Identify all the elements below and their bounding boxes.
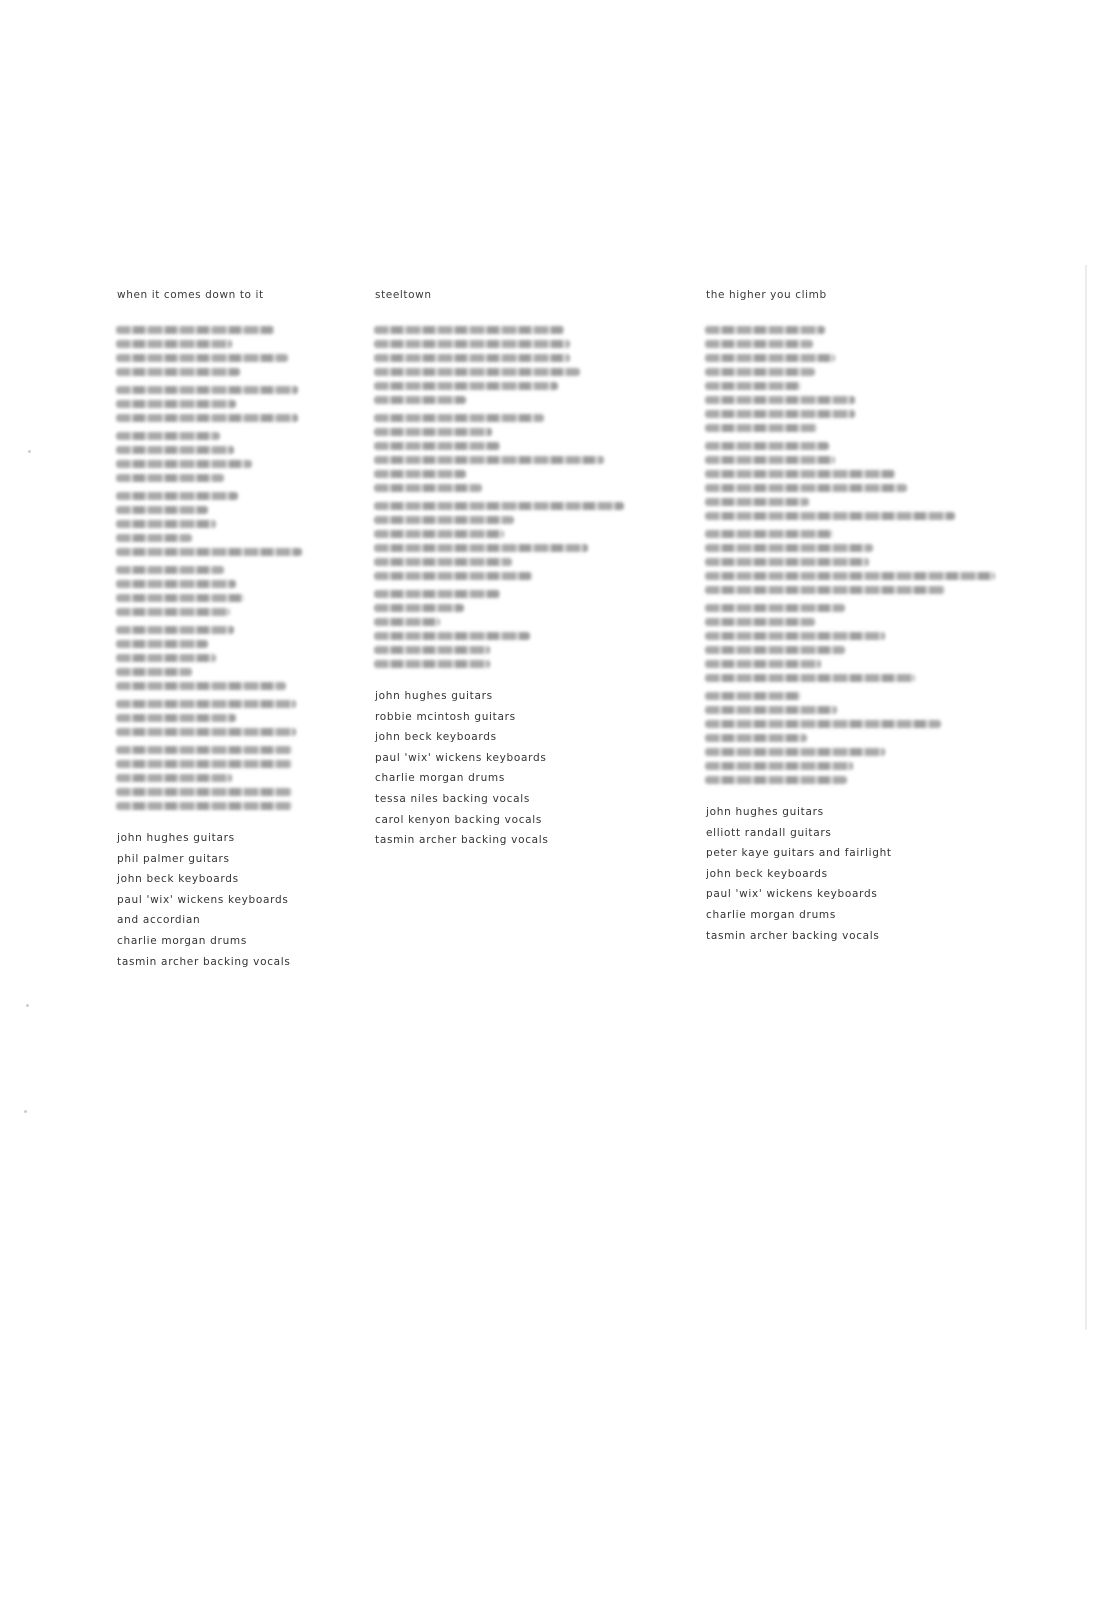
dust-speck	[28, 450, 31, 453]
credit-line: paul 'wix' wickens keyboards	[706, 888, 878, 901]
credit-line: elliott randall guitars	[706, 826, 832, 839]
redacted-lyric-line	[374, 646, 490, 654]
redacted-stanza	[706, 530, 1026, 594]
redacted-lyric-line	[116, 608, 230, 616]
redacted-lyric-line	[374, 340, 570, 348]
credit-line: john beck keyboards	[706, 867, 828, 880]
song-title: the higher you climb	[706, 289, 827, 301]
redacted-stanza	[117, 386, 337, 422]
redacted-lyric-line	[116, 746, 292, 754]
redacted-lyric-line	[374, 428, 492, 436]
redacted-lyric-line	[705, 572, 995, 580]
redacted-lyric-line	[116, 700, 296, 708]
redacted-lyric-line	[116, 654, 216, 662]
credit-line: charlie morgan drums	[117, 934, 248, 947]
redacted-lyric-line	[116, 580, 236, 588]
credit-line: tasmin archer backing vocals	[117, 955, 291, 968]
credit-line: charlie morgan drums	[706, 908, 837, 921]
credit-line: carol kenyon backing vocals	[375, 813, 543, 826]
credit-line: tasmin archer backing vocals	[375, 834, 549, 847]
redacted-lyric-line	[374, 558, 512, 566]
redacted-lyric-line	[374, 470, 466, 478]
redacted-lyric-line	[374, 326, 564, 334]
credit-line: phil palmer guitars	[117, 852, 230, 865]
credit-line: robbie mcintosh guitars	[375, 710, 516, 723]
redacted-lyric-line	[705, 558, 869, 566]
redacted-lyric-line	[116, 802, 292, 810]
redacted-lyric-line	[116, 774, 232, 782]
redacted-lyric-line	[705, 674, 915, 682]
redacted-lyric-line	[374, 382, 558, 390]
redacted-lyric-line	[116, 368, 240, 376]
redacted-lyric-line	[116, 668, 192, 676]
credit-line: john hughes guitars	[706, 806, 824, 818]
redacted-lyric-line	[705, 340, 813, 348]
redacted-stanza	[117, 326, 337, 376]
redacted-lyric-line	[116, 340, 232, 348]
redacted-lyric-line	[116, 566, 224, 574]
redacted-lyric-line	[705, 442, 829, 450]
redacted-lyric-line	[705, 382, 801, 390]
song-column-the-higher-you-climb	[706, 288, 1026, 946]
credit-line: john hughes guitars	[117, 832, 235, 844]
redacted-lyric-line	[705, 692, 801, 700]
redacted-stanza	[117, 746, 337, 810]
redacted-lyric-line	[116, 446, 234, 454]
redacted-lyric-line	[374, 442, 500, 450]
song-column-when-it-comes-down-to-it	[117, 288, 337, 972]
redacted-lyric-line	[705, 586, 945, 594]
redacted-lyric-line	[374, 572, 532, 580]
redacted-lyric-line	[116, 728, 296, 736]
redacted-lyric-line	[705, 706, 837, 714]
redacted-lyric-line	[374, 660, 490, 668]
credit-line: paul 'wix' wickens keyboards	[375, 751, 547, 764]
credit-line: john hughes guitars	[375, 690, 493, 702]
redacted-stanza	[375, 414, 655, 492]
redacted-lyric-line	[116, 760, 292, 768]
credit-line: and accordian	[117, 914, 201, 927]
redacted-lyric-line	[374, 604, 464, 612]
redacted-lyric-line	[705, 396, 855, 404]
redacted-lyric-line	[374, 484, 482, 492]
redacted-lyric-line	[705, 530, 833, 538]
redacted-lyric-line	[116, 788, 292, 796]
redacted-lyric-line	[705, 424, 817, 432]
redacted-stanza	[706, 604, 1026, 682]
redacted-lyric-line	[116, 506, 208, 514]
redacted-lyric-line	[705, 544, 873, 552]
redacted-lyrics	[706, 326, 1026, 784]
song-title: steeltown	[375, 289, 432, 301]
redacted-lyric-line	[116, 682, 286, 690]
redacted-lyric-line	[374, 544, 588, 552]
redacted-lyric-line	[374, 414, 544, 422]
credit-line: peter kaye guitars and fairlight	[706, 847, 892, 860]
redacted-stanza	[117, 432, 337, 482]
redacted-stanza	[706, 326, 1026, 432]
redacted-stanza	[706, 692, 1026, 784]
redacted-lyric-line	[374, 530, 504, 538]
redacted-lyric-line	[116, 386, 298, 394]
redacted-lyric-line	[374, 502, 624, 510]
redacted-lyric-line	[116, 354, 288, 362]
redacted-lyric-line	[705, 484, 907, 492]
redacted-lyric-line	[116, 594, 244, 602]
credit-line: paul 'wix' wickens keyboards	[117, 893, 289, 906]
credit-line: tasmin archer backing vocals	[706, 929, 880, 942]
redacted-lyric-line	[374, 516, 514, 524]
redacted-lyric-line	[374, 456, 604, 464]
song-column-steeltown	[375, 288, 655, 851]
credits-list	[706, 802, 1026, 946]
redacted-lyric-line	[705, 456, 835, 464]
redacted-stanza	[375, 326, 655, 404]
redacted-lyric-line	[705, 326, 825, 334]
redacted-stanza	[375, 502, 655, 580]
dust-speck	[24, 1110, 27, 1113]
credits-list	[375, 686, 655, 851]
redacted-lyric-line	[705, 354, 835, 362]
redacted-stanza	[375, 590, 655, 668]
redacted-stanza	[117, 566, 337, 616]
redacted-lyric-line	[116, 432, 220, 440]
redacted-lyric-line	[705, 470, 895, 478]
redacted-stanza	[117, 626, 337, 690]
dust-speck	[26, 1004, 29, 1007]
redacted-lyric-line	[116, 492, 238, 500]
redacted-lyric-line	[705, 410, 855, 418]
redacted-lyric-line	[705, 604, 845, 612]
redacted-stanza	[706, 442, 1026, 520]
credit-line: john beck keyboards	[375, 731, 497, 744]
redacted-lyric-line	[374, 618, 440, 626]
page-edge	[1085, 265, 1087, 1330]
credits-list	[117, 828, 337, 972]
redacted-lyric-line	[705, 498, 809, 506]
redacted-lyric-line	[374, 632, 530, 640]
credit-line: charlie morgan drums	[375, 772, 506, 785]
redacted-lyric-line	[116, 460, 252, 468]
redacted-lyric-line	[116, 714, 236, 722]
redacted-lyric-line	[705, 618, 815, 626]
redacted-lyric-line	[116, 326, 274, 334]
redacted-lyric-line	[705, 368, 815, 376]
redacted-lyric-line	[374, 396, 466, 404]
redacted-stanza	[117, 492, 337, 556]
redacted-lyric-line	[116, 414, 298, 422]
redacted-stanza	[117, 700, 337, 736]
redacted-lyric-line	[705, 646, 845, 654]
redacted-lyric-line	[116, 640, 208, 648]
redacted-lyric-line	[705, 632, 885, 640]
redacted-lyric-line	[374, 590, 500, 598]
redacted-lyric-line	[116, 626, 234, 634]
redacted-lyric-line	[374, 354, 570, 362]
redacted-lyric-line	[374, 368, 580, 376]
redacted-lyric-line	[705, 776, 847, 784]
redacted-lyric-line	[705, 512, 955, 520]
credit-line: tessa niles backing vocals	[375, 792, 531, 805]
credit-line: john beck keyboards	[117, 873, 239, 886]
song-title: when it comes down to it	[117, 289, 264, 301]
redacted-lyrics	[117, 326, 337, 810]
redacted-lyric-line	[705, 748, 885, 756]
redacted-lyric-line	[116, 400, 236, 408]
redacted-lyric-line	[705, 720, 941, 728]
redacted-lyric-line	[116, 474, 224, 482]
redacted-lyrics	[375, 326, 655, 668]
redacted-lyric-line	[116, 548, 302, 556]
redacted-lyric-line	[116, 520, 216, 528]
redacted-lyric-line	[705, 762, 853, 770]
redacted-lyric-line	[116, 534, 192, 542]
redacted-lyric-line	[705, 734, 807, 742]
redacted-lyric-line	[705, 660, 821, 668]
